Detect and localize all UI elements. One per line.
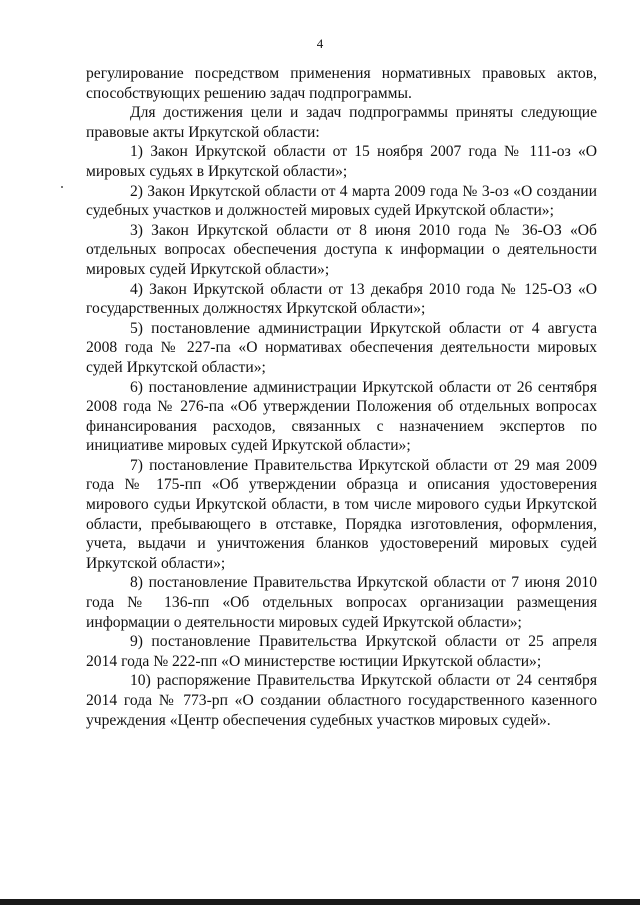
- document-body: [86, 64, 597, 730]
- list-item-5: 5) постановление администрации Иркутской области от 4 августа 2008 года № 227-па «О нормативах обеспечения деятельности мировых судей Иркутской области»;: [86, 319, 597, 376]
- list-item-6: 6) постановление администрации Иркутской области от 26 сентября 2008 года № 276-па «Об утверждении Положения об отдельных вопросах финансирования расходов, связанных с назначением экспертов по инициативе мировых судей Иркутской области»;: [86, 378, 597, 455]
- list-item-1: 1) Закон Иркутской области от 15 ноября 2007 года № 111-оз «О мировых судьях в Иркутской области»;: [86, 143, 597, 180]
- list-item-2: 2) Закон Иркутской области от 4 марта 2009 года № 3-оз «О создании судебных участков и должностей мировых судей Иркутской области»;: [86, 182, 597, 220]
- list-item-10: 10) распоряжение Правительства Иркутской области от 24 сентября 2014 года № 773-рп «О создании областного государственного казенного учреждения «Центр обеспечения судебных участков мировых судей».: [86, 672, 597, 729]
- scan-bottom-edge: [0, 899, 640, 905]
- page-number: 4: [316, 36, 324, 51]
- list-item-7: 7) постановление Правительства Иркутской области от 29 мая 2009 года № 175-пп «Об утверждении образца и описания удостоверения мирового судьи Иркутской области, в том числе мирового судьи Иркутской области, пребывающего в отставке, Порядка изготовления, оформления, учета, выдачи и уничтожения бланков удостоверений мировых судей Иркутской области»;: [86, 456, 597, 572]
- paragraph-continuation: регулирование посредством применения нормативных правовых актов, способствующих решению задач подпрограммы.: [86, 65, 597, 102]
- list-item-9: 9) постановление Правительства Иркутской области от 25 апреля 2014 года № 222-пп «О министерстве юстиции Иркутской области»;: [86, 633, 597, 670]
- paragraph-intro: Для достижения цели и задач подпрограммы приняты следующие правовые акты Иркутской области:: [86, 104, 597, 141]
- list-item-3: 3) Закон Иркутской области от 8 июня 2010 года № 36-ОЗ «Об отдельных вопросах обеспечения доступа к информации о деятельности мировых судей Иркутской области»;: [86, 221, 597, 278]
- list-item-4: 4) Закон Иркутской области от 13 декабря 2010 года № 125-ОЗ «О государственных должностях Иркутской области»;: [86, 280, 597, 318]
- margin-speck: [61, 186, 63, 188]
- list-item-8: 8) постановление Правительства Иркутской области от 7 июня 2010 года № 136-пп «Об отдельных вопросах организации размещения информации о деятельности мировых судей Иркутской области»;: [86, 574, 597, 631]
